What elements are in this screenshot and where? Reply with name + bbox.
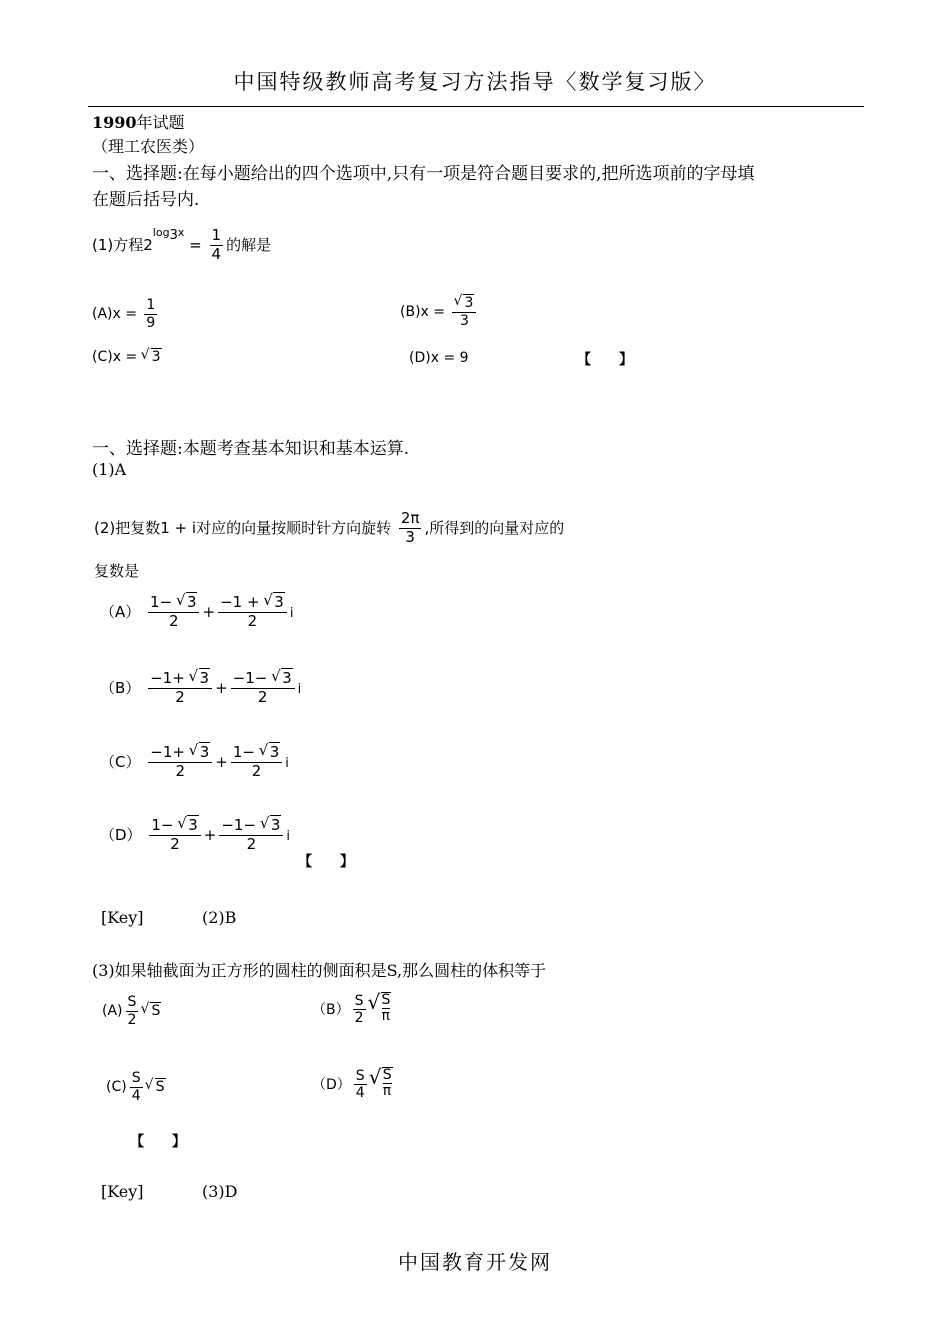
q2-c-re-den: 2 [175,761,186,780]
q1-a-num: 1 [146,297,156,313]
q3-key-value: (3)D [202,1182,238,1201]
q2-b-re-num: −1+ [150,669,190,687]
q2-d-re-rad: 3 [188,816,198,834]
section-title [92,110,185,133]
q2-b-im-den: 2 [257,687,268,706]
q2-option-d [100,818,290,853]
q2-b-re-rad: 3 [199,669,210,687]
q3-d-rad-den: π [382,1083,392,1100]
q2-c-i: i [285,755,289,771]
q3-c-den: 4 [131,1087,141,1104]
q1-c-label: (C)x = [92,349,138,365]
q1-a-den: 9 [146,314,156,331]
q1-b-label: (B)x = [400,304,445,321]
q2-d-im-rad: 3 [270,816,281,834]
q1-exp-base: 3 [169,228,178,244]
q3-b-rad-den: π [381,1008,390,1025]
q3-option-c [106,1071,166,1103]
q2-a-im-rad: 3 [274,593,284,611]
page-header-title: 中国特级教师高考复习方法指导〈数学复习版〉 [233,70,717,94]
q2-c-im-num: 1− [232,743,260,761]
q2-a-i: i [289,605,294,621]
q1-c-rad: 3 [151,349,161,365]
q3-a-label: (A) [102,1003,123,1020]
page-footer: 中国教育开发网 [398,1250,552,1274]
q3-b-rad-num: √ S [381,992,391,1008]
q3-c-rad: S [155,1079,165,1096]
q2-d-label: （D） [100,825,142,844]
q2-key-label: [Key] [101,908,144,927]
q1-option-c [92,349,162,365]
q3-stem: (3)如果轴截面为正方形的圆柱的侧面积是S,那么圆柱的体积等于 [92,961,547,980]
q2-b-i: i [297,681,302,697]
q1-exp-log: log [152,226,170,239]
q2-key-value: (2)B [202,908,237,927]
q1-a-label: (A)x = [92,306,137,323]
q2-c-op: + [215,752,228,771]
q1-answer-bracket: 【 】 [577,352,633,368]
q1-frac-num: 1 [211,226,222,245]
q2-d-i: i [286,828,290,844]
q2-frac-den: 3 [405,527,415,546]
q3-b-label: （B） [312,1001,350,1018]
q2-a-re-num: 1− [150,593,177,611]
q1-exp-var: x [177,226,185,239]
q2-c-im-den: 2 [251,761,262,780]
q3-b-den: 2 [354,1010,364,1027]
q2-stem [94,511,564,546]
q3-option-a [102,995,161,1027]
q2-d-op: + [203,825,217,844]
q2-a-im-den: 2 [247,611,258,630]
answer-1: (1)A [92,460,127,479]
q2-a-label: （A） [100,602,141,621]
q1-option-b [400,296,479,328]
q2-a-re-den: 2 [168,611,179,630]
q2-option-a [100,595,293,630]
q3-a-den: 2 [127,1011,137,1028]
q1-option-d: (D)x = 9 [409,350,469,366]
q3-option-b [312,992,391,1026]
q1-stem-prefix: (1)方程2 [92,236,153,254]
q2-answer-bracket: 【 】 [298,854,354,870]
q3-b-num: S [354,992,364,1009]
q2-b-im-rad: 3 [282,669,292,687]
intro-line-1: 一、选择题:在每小题给出的四个选项中,只有一项是符合题目要求的,把所选项前的字母填 [92,164,755,184]
section-year-suffix: 年试题 [136,113,185,132]
q1-stem-fraction [210,228,224,263]
q2-c-re-num: −1+ [150,743,190,761]
q3-d-den: 4 [355,1085,365,1102]
q1-option-a [92,298,160,330]
q2-d-im-den: 2 [246,834,257,853]
q3-a-num: S [127,994,137,1010]
q2-b-im-num: −1− [232,669,273,687]
answer-intro: 一、选择题:本题考查基本知识和基本运算. [92,439,410,459]
q2-d-re-den: 2 [170,834,180,853]
q2-c-im-rad: 3 [269,743,280,761]
q2-a-op: + [202,602,216,621]
q1-frac-den: 4 [211,245,222,263]
q2-b-re-den: 2 [175,687,185,706]
q3-key-label: [Key] [101,1182,144,1201]
q3-a-rad: S [151,1003,161,1020]
q3-c-label: (C) [106,1079,127,1096]
q1-stem-suffix: 的解是 [226,236,272,254]
q2-a-im-num: −1 + [220,593,265,611]
q2-frac-num: 2π [400,509,420,527]
q2-c-label: （C） [100,752,141,771]
q2-d-re-num: 1− [151,816,179,834]
q1-stem-eq: = [189,236,202,254]
q2-stem-prefix: (2)把复数1 + i对应的向量按顺时针方向旋转 [94,518,392,537]
q2-option-b [100,671,301,706]
q2-d-im-num: −1− [221,816,261,834]
q2-b-op: + [215,678,228,697]
q2-b-label: （B） [100,678,141,697]
q1-b-den: 3 [459,312,469,329]
q2-c-re-rad: 3 [199,743,210,761]
q2-option-c [100,745,289,780]
q1-stem [92,226,271,263]
section-category: （理工农医类） [92,137,205,156]
q3-c-num: S [131,1070,141,1086]
q2-stem-suffix: ,所得到的向量对应的 [424,518,565,537]
q2-stem-line-2: 复数是 [94,562,140,580]
q3-d-num: S [355,1067,365,1084]
section-year: 1990 [92,113,137,132]
q3-option-d [312,1067,393,1101]
q1-b-num: 3 [464,295,474,311]
q2-a-re-rad: 3 [186,593,197,611]
q3-d-label: （D） [312,1076,351,1093]
intro-line-2: 在题后括号内. [92,190,200,210]
q3-d-rad-num: √ S [382,1067,392,1083]
header-rule [88,106,864,107]
q3-answer-bracket: 【 】 [130,1134,186,1150]
